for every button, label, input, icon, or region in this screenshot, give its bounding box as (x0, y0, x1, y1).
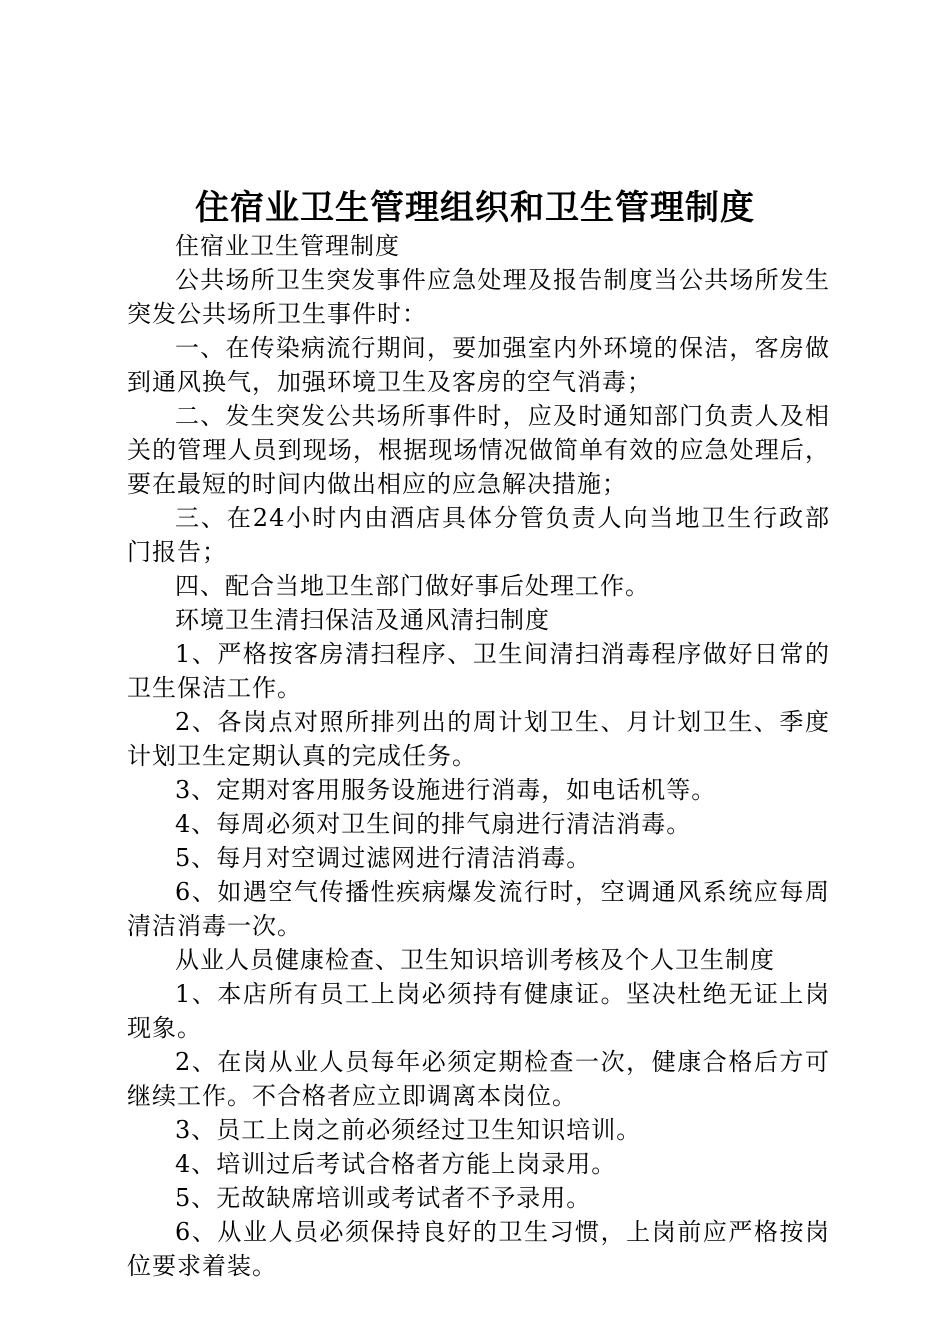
list-item: 4、每周必须对卫生间的排气扇进行清洁消毒。 (175, 810, 692, 838)
section-heading: 环境卫生清扫保洁及通风清扫制度 (175, 606, 550, 634)
list-item: 3、员工上岗之前必须经过卫生知识培训。 (175, 1116, 642, 1144)
list-item: 2、在岗从业人员每年必须定期检查一次，健康合格后方可继续工作。不合格者应立即调离本岗位。 (127, 1048, 830, 1110)
document-body (127, 229, 830, 1283)
list-item: 1、严格按客房清扫程序、卫生间清扫消毒程序做好日常的卫生保洁工作。 (127, 640, 830, 702)
section-heading: 从业人员健康检查、卫生知识培训考核及个人卫生制度 (175, 946, 775, 974)
list-item: 二、发生突发公共场所事件时，应及时通知部门负责人及相关的管理人员到现场，根据现场情况做简单有效的应急处理后，要在最短的时间内做出相应的应急解决措施； (127, 402, 830, 498)
section-heading: 住宿业卫生管理制度 (175, 232, 400, 260)
list-item: 5、无故缺席培训或考试者不予录用。 (175, 1184, 592, 1212)
list-item: 6、从业人员必须保持良好的卫生习惯，上岗前应严格按岗位要求着装。 (127, 1218, 830, 1280)
list-item: 6、如遇空气传播性疾病爆发流行时，空调通风系统应每周清洁消毒一次。 (127, 878, 830, 940)
list-item: 3、定期对客用服务设施进行消毒，如电话机等。 (175, 776, 717, 804)
paragraph: 公共场所卫生突发事件应急处理及报告制度当公共场所发生突发公共场所卫生事件时： (127, 266, 830, 328)
list-item: 2、各岗点对照所排列出的周计划卫生、月计划卫生、季度计划卫生定期认真的完成任务。 (127, 708, 830, 770)
list-item: 四、配合当地卫生部门做好事后处理工作。 (175, 572, 650, 600)
document-title: 住宿业卫生管理组织和卫生管理制度 (195, 188, 755, 228)
list-item: 一、在传染病流行期间，要加强室内外环境的保洁，客房做到通风换气，加强环境卫生及客房的空气消毒； (127, 334, 830, 396)
list-item: 1、本店所有员工上岗必须持有健康证。坚决杜绝无证上岗现象。 (127, 980, 830, 1042)
list-item: 三、在24小时内由酒店具体分管负责人向当地卫生行政部门报告； (127, 504, 830, 566)
list-item: 5、每月对空调过滤网进行清洁消毒。 (175, 844, 592, 872)
list-item: 4、培训过后考试合格者方能上岗录用。 (175, 1150, 617, 1178)
